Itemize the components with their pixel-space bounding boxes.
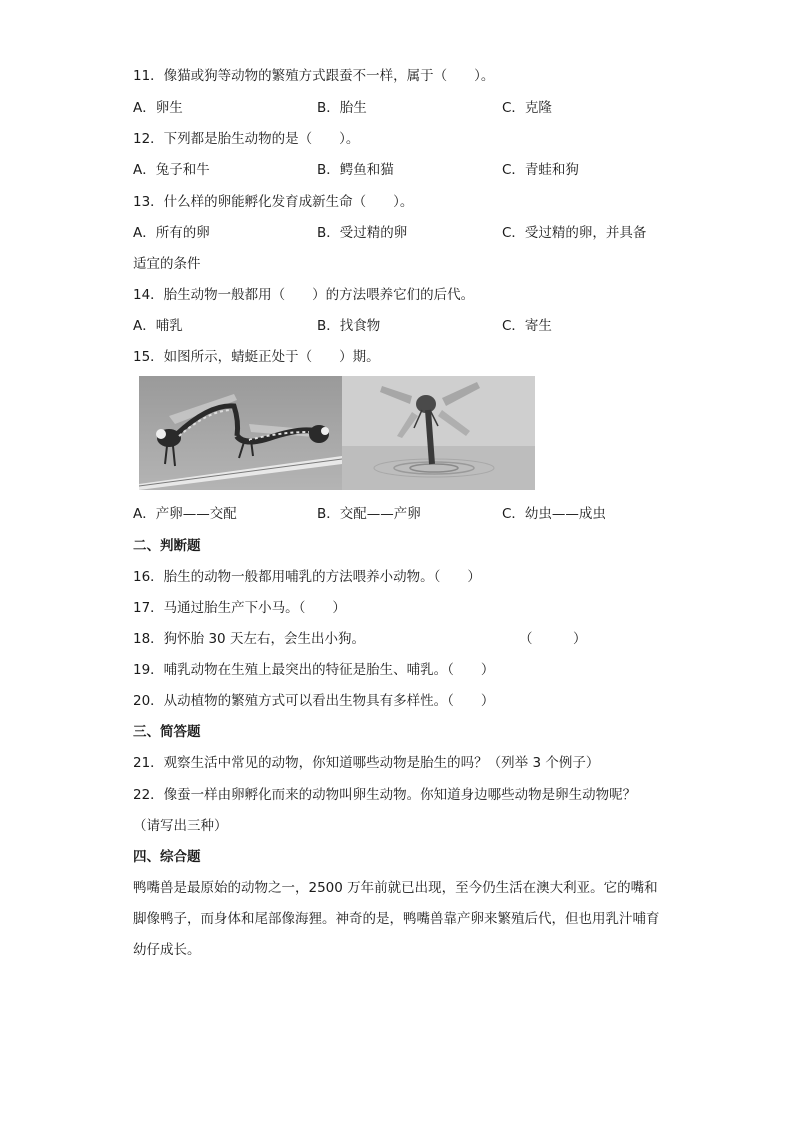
section-heading-short-answer: 三、简答题 [133, 724, 201, 740]
question-15: 15．如图所示，蜻蜓正处于（ ）期。 [133, 349, 380, 365]
q12-option-b: B．鳄鱼和猫 [317, 162, 394, 178]
section-heading-judgement: 二、判断题 [133, 538, 201, 554]
question-13: 13．什么样的卵能孵化发育成新生命（ ）。 [133, 194, 414, 210]
question-11: 11．像猫或狗等动物的繁殖方式跟蚕不一样，属于（ ）。 [133, 68, 495, 84]
dragonfly-egg-laying-photo [342, 376, 535, 490]
q12-option-c: C．青蛙和狗 [502, 162, 579, 178]
q14-option-a: A．哺乳 [133, 318, 183, 334]
dragonfly-mating-photo [139, 376, 342, 490]
q14-option-c: C．寄生 [502, 318, 552, 334]
q13-option-a: A．所有的卵 [133, 225, 210, 241]
question-19: 19．哺乳动物在生殖上最突出的特征是胎生、哺乳。（ ） [133, 662, 495, 678]
question-20: 20．从动植物的繁殖方式可以看出生物具有多样性。（ ） [133, 693, 495, 709]
q12-option-a: A．兔子和牛 [133, 162, 210, 178]
question-12: 12．下列都是胎生动物的是（ ）。 [133, 131, 360, 147]
question-17: 17．马通过胎生产下小马。（ ） [133, 600, 346, 616]
q14-option-b: B．找食物 [317, 318, 381, 334]
question-16: 16．胎生的动物一般都用哺乳的方法喂养小动物。（ ） [133, 569, 481, 585]
q13-option-b: B．受过精的卵 [317, 225, 408, 241]
q15-option-a: A．产卵——交配 [133, 506, 237, 522]
q11-option-b: B．胎生 [317, 100, 367, 116]
question-18-answer-bracket: （ ） [519, 631, 587, 647]
question-22-continuation: （请写出三种） [133, 818, 228, 834]
section-heading-comprehensive: 四、综合题 [133, 849, 201, 865]
q13-option-c: C．受过精的卵，并具备 [502, 225, 647, 241]
q11-option-a: A．卵生 [133, 100, 183, 116]
question-22: 22．像蚕一样由卵孵化而来的动物叫卵生动物。你知道身边哪些动物是卵生动物呢？ [133, 787, 637, 803]
platypus-paragraph: 鸭嘴兽是最原始的动物之一，2500 万年前就已出现，至今仍生活在澳大利亚。它的嘴和脚像鸭子，而身体和尾部像海狸。神奇的是，鸭嘴兽靠产卵来繁殖后代，但也用乳汁哺育幼仔成长。 [133, 880, 660, 958]
question-21: 21．观察生活中常见的动物，你知道哪些动物是胎生的吗？（列举 3 个例子） [133, 755, 600, 771]
q15-option-c: C．幼虫——成虫 [502, 506, 606, 522]
q15-option-b: B．交配——产卵 [317, 506, 421, 522]
q11-option-c: C．克隆 [502, 100, 552, 116]
question-14: 14．胎生动物一般都用（ ）的方法喂养它们的后代。 [133, 287, 475, 303]
q13-option-c-continuation: 适宜的条件 [133, 256, 201, 272]
question-18: 18．狗怀胎 30 天左右，会生出小狗。 [133, 631, 365, 647]
